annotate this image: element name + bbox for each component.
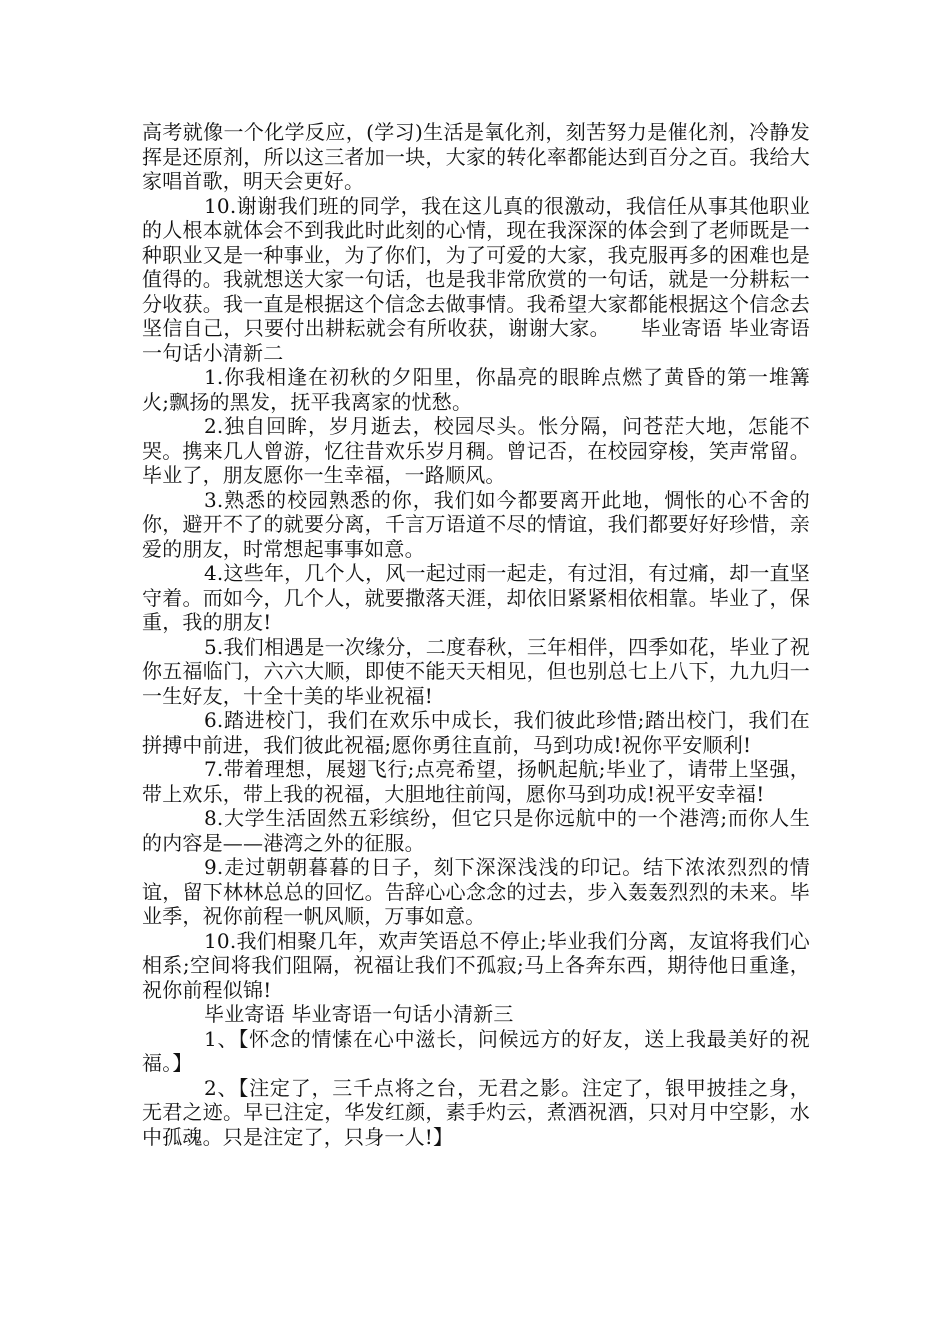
paragraph: 8.大学生活固然五彩缤纷，但它只是你远航中的一个港湾;而你人生的内容是——港湾之外的征服。 <box>142 806 810 855</box>
paragraph: 10.我们相聚几年，欢声笑语总不停止;毕业我们分离，友谊将我们心相系;空间将我们阻隔，祝福让我们不孤寂;马上各奔东西，期待他日重逢，祝你前程似锦! <box>142 928 810 1002</box>
paragraph: 9.走过朝朝暮暮的日子，刻下深深浅浅的印记。结下浓浓烈烈的情谊，留下林林总总的回忆。告辞心心念念的过去，步入轰轰烈烈的未来。毕业季，祝你前程一帆风顺，万事如意。 <box>142 855 810 928</box>
paragraph: 高考就像一个化学反应，(学习)生活是氧化剂，刻苦努力是催化剂，冷静发挥是还原剂，所以这三者加一块，大家的转化率都能达到百分之百。我给大家唱首歌，明天会更好。 <box>142 120 810 193</box>
paragraph: 7.带着理想，展翅飞行;点亮希望，扬帆起航;毕业了，请带上坚强，带上欢乐，带上我的祝福，大胆地往前闯，愿你马到功成!祝平安幸福! <box>142 757 810 806</box>
section-heading: 毕业寄语 毕业寄语一句话小清新三 <box>204 1002 514 1026</box>
document-body <box>142 120 810 1149</box>
paragraph: 5.我们相遇是一次缘分，二度春秋，三年相伴，四季如花，毕业了祝你五福临门，六六大顺，即使不能天天相见，但也别总七上八下，九九归一一生好友，十全十美的毕业祝福! <box>142 634 810 708</box>
paragraph: 4.这些年，几个人，风一起过雨一起走，有过泪，有过痛，却一直坚守着。而如今，几个人，就要撒落天涯，却依旧紧紧相依相靠。毕业了，保重，我的朋友! <box>142 561 810 634</box>
paragraph: 1、【怀念的情愫在心中滋长，问候远方的好友，送上我最美好的祝福。】 <box>142 1026 810 1075</box>
paragraph: 3.熟悉的校园熟悉的你，我们如今都要离开此地，惆怅的心不舍的你，避开不了的就要分离，千言万语道不尽的情谊，我们都要好好珍惜，亲爱的朋友，时常想起事事如意。 <box>142 487 810 561</box>
paragraph: 2.独自回眸，岁月逝去，校园尽头。怅分隔，问苍茫大地，怎能不哭。携来几人曾游，忆往昔欢乐岁月稠。曾记否，在校园穿梭，笑声常留。毕业了，朋友愿你一生幸福，一路顺风。 <box>142 414 810 487</box>
paragraph: 6.踏进校门，我们在欢乐中成长，我们彼此珍惜;踏出校门，我们在拼搏中前进，我们彼此祝福;愿你勇往直前，马到功成!祝你平安顺利! <box>142 708 810 757</box>
paragraph: 1.你我相逢在初秋的夕阳里，你晶亮的眼眸点燃了黄昏的第一堆篝火;飘扬的黑发，抚平我离家的忧愁。 <box>142 365 810 414</box>
paragraph: 10.谢谢我们班的同学，我在这儿真的很激动，我信任从事其他职业的人根本就体会不到我此时此刻的心情，现在我深深的体会到了老师既是一种职业又是一种事业，为了你们，为了可爱的大家，我克服再多的困难也是值得的。我就想送大家一句话，也是我非常欣赏的一句话，就是一分耕耘一分收获。我一直是根据这个信念去做事情。我希望大家都能根据这个信念去坚信自己，只要付出耕耘就会有所收获，谢谢大家。 毕业寄语 毕业寄语一句话小清新二 <box>142 193 810 365</box>
paragraph: 2、【注定了，三千点将之台，无君之影。注定了，银甲披挂之身，无君之迹。早已注定，华发红颜，素手灼云，煮酒祝酒，只对月中空影，水中孤魂。只是注定了，只身一人!】 <box>142 1075 810 1149</box>
